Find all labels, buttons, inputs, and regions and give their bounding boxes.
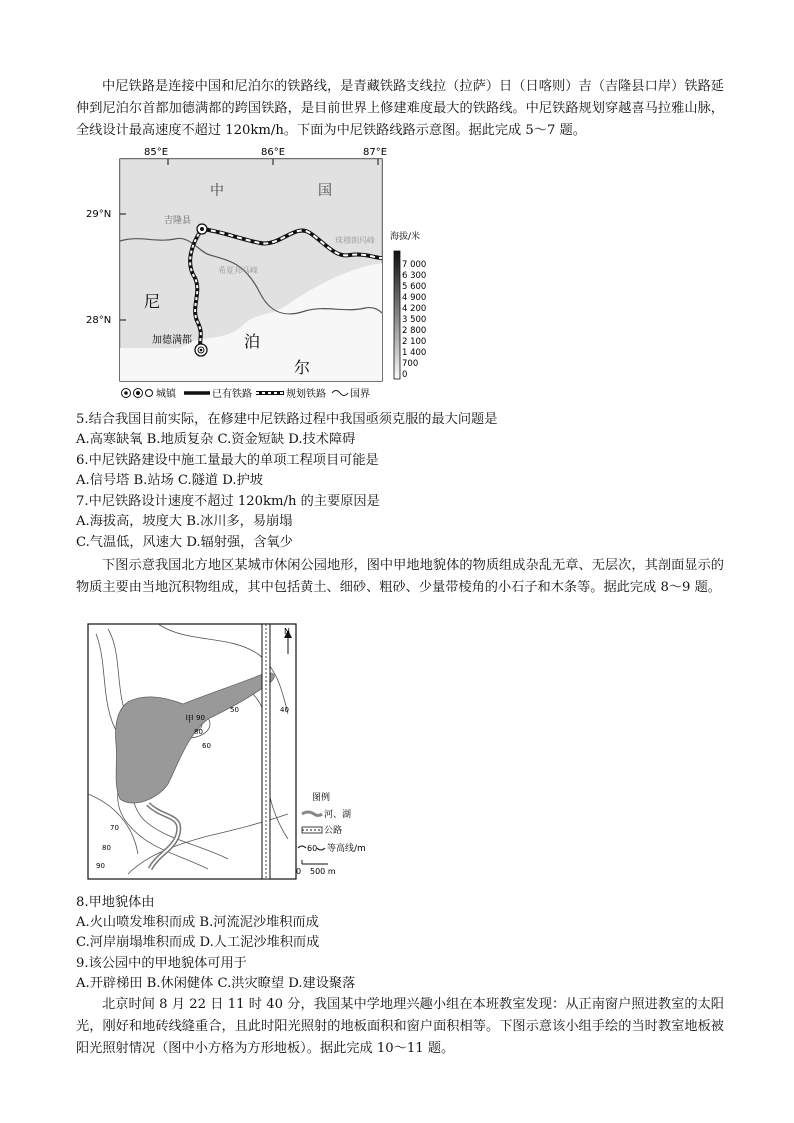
country-label-zhong: 中: [210, 183, 224, 199]
svg-text:N: N: [284, 627, 290, 636]
park-map: [88, 624, 388, 884]
svg-text:等高线/m: 等高线/m: [327, 844, 366, 854]
intro-paragraph-2: 下图示意我国北方地区某城市休闲公园地形，图中甲地地貌体的物质组成杂乱无章、无层次，其剖面显示的物质主要由当地沉积物组成，其中包括黄土、细砂、粗砂、少量带棱角的小石子和木条等。据此完成 8～9 题。: [76, 558, 724, 595]
place-label-jilong: 吉隆县: [164, 216, 192, 226]
contour-label-90b: 90: [96, 862, 105, 870]
altitude-bar: [394, 251, 400, 379]
svg-text:3 500: 3 500: [402, 315, 427, 325]
country-label-bo: 泊: [244, 332, 261, 351]
question-6: 6.中尼铁路建设中施工量最大的单项工程项目可能是: [76, 453, 379, 468]
contour-label-40: 40: [280, 706, 289, 714]
svg-text:河、湖: 河、湖: [324, 810, 352, 820]
legend-border: 国界: [350, 389, 370, 400]
question-5-options: A.高寒缺氧 B.地质复杂 C.资金短缺 D.技术障碍: [76, 432, 356, 447]
jia-label: 甲: [185, 715, 195, 725]
city-jilong: [197, 224, 207, 234]
lat-label-28: 28°N: [86, 315, 112, 326]
question-8: 8.甲地貌体由: [76, 895, 155, 910]
question-9: 9.该公园中的甲地貌体可用于: [76, 956, 247, 971]
svg-text:500 m: 500 m: [310, 867, 336, 876]
question-9-options: A.开辟梯田 B.休闲健体 C.洪灾瞭望 D.建设聚落: [76, 976, 356, 991]
svg-text:4 900: 4 900: [402, 293, 427, 303]
svg-text:0: 0: [402, 370, 408, 380]
svg-text:1 400: 1 400: [402, 348, 427, 358]
legend-cities: 城镇: [156, 389, 176, 400]
svg-text:700: 700: [402, 359, 419, 369]
contour-label-50: 50: [230, 706, 239, 714]
contour-label-80b: 80: [102, 844, 111, 852]
svg-text:2 100: 2 100: [402, 337, 427, 347]
contour-label-80: 80: [194, 728, 203, 736]
svg-text:0: 0: [296, 867, 302, 876]
lon-label-85: 85°E: [143, 147, 169, 158]
lon-label-86: 86°E: [260, 147, 286, 158]
contour-label-90: 90: [196, 714, 205, 722]
contour-label-70: 70: [110, 824, 119, 832]
svg-text:5 600: 5 600: [402, 282, 427, 292]
contour-label-60: 60: [202, 742, 211, 750]
park-legend: [296, 791, 366, 876]
lat-label-29: 29°N: [86, 209, 112, 220]
svg-text:7 000: 7 000: [402, 260, 427, 270]
altitude-title: 海拔/米: [390, 232, 421, 242]
question-6-options: A.信号塔 B.站场 C.隧道 D.护坡: [76, 473, 263, 488]
question-8-options-1: A.火山喷发堆积而成 B.河流泥沙堆积而成: [76, 915, 319, 930]
altitude-ticks: [402, 260, 426, 380]
country-label-er: 尔: [294, 358, 311, 377]
map-legend: [122, 387, 371, 400]
country-label-ni: 尼: [144, 292, 161, 311]
question-7-options-1: A.海拔高，坡度大 B.冰川多，易崩塌: [76, 514, 293, 529]
svg-text:60: 60: [307, 844, 318, 853]
svg-text:2 800: 2 800: [402, 326, 427, 336]
legend-planned: 规划铁路: [286, 389, 326, 400]
question-5: 5.结合我国目前实际，在修建中尼铁路过程中我国亟须克服的最大问题是: [76, 412, 498, 427]
intro-paragraph-3: 北京时间 8 月 22 日 11 时 40 分，我国某中学地理兴趣小组在本班教室发现：从正南窗户照进教室的太阳光，刚好和地砖线缝重合，且此时阳光照射的地板面积和窗户面积相等。下图示意该小组手绘的当时教室地板被阳光照射情况（图中小方格为方形地板）。据此完成 10～11 题。: [76, 997, 724, 1056]
railway-map: [80, 143, 427, 400]
lon-label-87: 87°E: [362, 147, 388, 158]
question-7-options-2: C.气温低，风速大 D.辐射强，含氧少: [76, 535, 293, 550]
place-label-kathmandu: 加德满都: [152, 335, 192, 346]
city-kathmandu: [195, 344, 207, 356]
svg-text:4 200: 4 200: [402, 304, 427, 314]
svg-text:图例: 图例: [312, 793, 331, 803]
faint-label-1: 希夏邦马峰: [218, 266, 258, 275]
country-label-guo: 国: [318, 183, 332, 199]
svg-text:公路: 公路: [324, 826, 343, 836]
svg-text:6 300: 6 300: [402, 271, 427, 281]
question-7: 7.中尼铁路设计速度不超过 120km/h 的主要原因是: [76, 494, 380, 509]
legend-existing: 已有铁路: [212, 389, 252, 400]
faint-label-2: 珠穆朗玛峰: [335, 236, 375, 245]
question-8-options-2: C.河岸崩塌堆积而成 D.人工泥沙堆积而成: [76, 935, 320, 950]
intro-paragraph-1: 中尼铁路是连接中国和尼泊尔的铁路线，是青藏铁路支线拉（拉萨）日（日喀则）吉（吉隆县口岸）铁路延伸到尼泊尔首都加德满都的跨国铁路，是目前世界上修建难度最大的铁路线。中尼铁路规划穿越喜马拉雅山脉，全线设计最高速度不超过 120km/h。下面为中尼铁路线路示意图。据此完成 5～7 题。: [76, 79, 724, 138]
